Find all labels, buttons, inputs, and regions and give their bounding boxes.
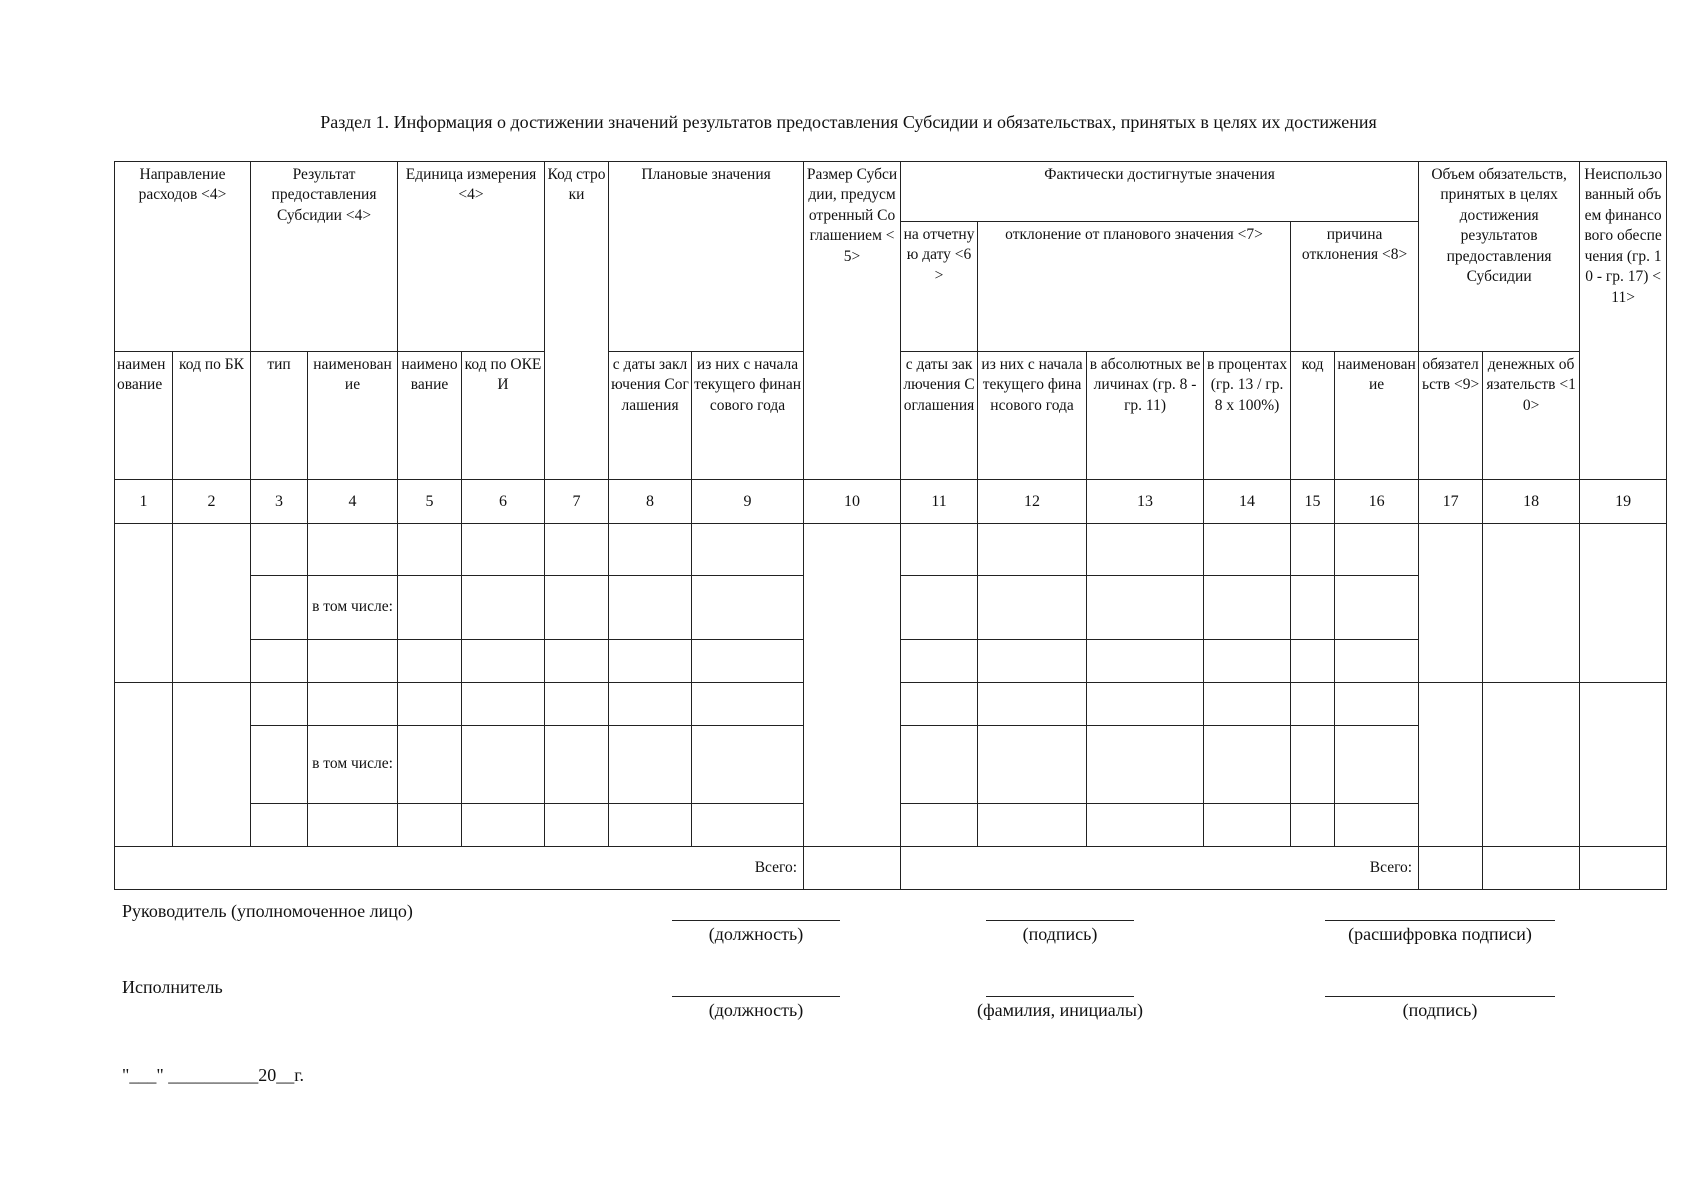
data-cell[interactable] xyxy=(609,524,692,576)
data-cell[interactable] xyxy=(462,576,545,640)
data-cell[interactable] xyxy=(1291,804,1335,847)
col-number: 13 xyxy=(1087,480,1204,524)
header-c3: тип xyxy=(251,352,308,480)
data-cell[interactable] xyxy=(462,804,545,847)
data-cell[interactable] xyxy=(251,804,308,847)
header-fakticheski: Фактически достигнутые значения xyxy=(901,162,1419,222)
header-c2: код по БК xyxy=(173,352,251,480)
date-field[interactable]: "___" __________20__г. xyxy=(122,1065,305,1085)
header-edinica: Единица измерения <4> xyxy=(398,162,545,352)
signature-line[interactable] xyxy=(1325,920,1555,921)
data-cell[interactable] xyxy=(901,640,978,683)
header-c12: из них с начала текущего финансового года xyxy=(978,352,1087,480)
col-number: 6 xyxy=(462,480,545,524)
data-cell[interactable] xyxy=(308,683,398,726)
header-c1: наименование xyxy=(115,352,173,480)
header-c14: в процентах (гр. 13 / гр. 8 x 100%) xyxy=(1204,352,1291,480)
data-cell[interactable] xyxy=(545,524,609,576)
data-cell[interactable] xyxy=(1204,524,1291,576)
total-label: Всего: xyxy=(115,847,804,890)
header-obem: Объем обязательств, принятых в целях достижения результатов предоставления Субсидии xyxy=(1419,162,1580,352)
header-c6: код по ОКЕИ xyxy=(462,352,545,480)
data-cell[interactable] xyxy=(1580,524,1667,683)
total-cell[interactable] xyxy=(804,847,901,890)
data-cell[interactable] xyxy=(308,804,398,847)
data-cell[interactable] xyxy=(545,683,609,726)
data-cell[interactable] xyxy=(251,726,308,804)
data-cell[interactable] xyxy=(251,683,308,726)
caption-dolzhnost: (должность) xyxy=(708,924,804,944)
data-cell[interactable] xyxy=(804,524,901,847)
data-cell[interactable] xyxy=(398,576,462,640)
data-cell[interactable] xyxy=(1335,524,1419,576)
data-cell[interactable] xyxy=(398,683,462,726)
header-kod-stroki: Код строки xyxy=(545,162,609,480)
header-c9: из них с начала текущего финансового года xyxy=(692,352,804,480)
col-number: 17 xyxy=(1419,480,1483,524)
total-cell[interactable] xyxy=(1580,847,1667,890)
header-c4: наименование xyxy=(308,352,398,480)
caption-podpis: (подпись) xyxy=(1402,1000,1478,1020)
header-otklonenie: отклонение от планового значения <7> xyxy=(978,222,1291,352)
data-cell[interactable] xyxy=(978,576,1087,640)
col-number: 8 xyxy=(609,480,692,524)
data-cell[interactable] xyxy=(545,726,609,804)
data-cell[interactable] xyxy=(545,576,609,640)
table-row xyxy=(115,524,1667,576)
data-cell[interactable] xyxy=(609,804,692,847)
header-c11: с даты заключения Соглашения xyxy=(901,352,978,480)
signature-line[interactable] xyxy=(672,996,840,997)
data-cell[interactable] xyxy=(1291,576,1335,640)
rukovoditel-label: Руководитель (уполномоченное лицо) xyxy=(122,901,413,921)
data-cell[interactable] xyxy=(692,804,804,847)
data-cell[interactable] xyxy=(978,726,1087,804)
col-number: 4 xyxy=(308,480,398,524)
col-number: 19 xyxy=(1580,480,1667,524)
data-cell[interactable] xyxy=(1204,804,1291,847)
data-cell[interactable] xyxy=(1204,683,1291,726)
total-label: Всего: xyxy=(901,847,1419,890)
data-cell[interactable] xyxy=(901,683,978,726)
data-cell[interactable] xyxy=(545,804,609,847)
header-c8: с даты заключения Соглашения xyxy=(609,352,692,480)
v-tom-chisle-label: в том числе: xyxy=(308,576,398,640)
data-cell[interactable] xyxy=(692,524,804,576)
col-number: 12 xyxy=(978,480,1087,524)
signature-line[interactable] xyxy=(986,996,1134,997)
data-cell[interactable] xyxy=(1291,683,1335,726)
data-cell[interactable] xyxy=(1291,524,1335,576)
signature-line[interactable] xyxy=(986,920,1134,921)
ispolnitel-label: Исполнитель xyxy=(122,977,223,997)
data-cell[interactable] xyxy=(1087,524,1204,576)
signature-line[interactable] xyxy=(672,920,840,921)
data-cell[interactable] xyxy=(692,576,804,640)
data-cell[interactable] xyxy=(308,640,398,683)
header-na-otchetnuyu: на отчетную дату <6> xyxy=(901,222,978,352)
data-cell[interactable] xyxy=(251,524,308,576)
data-cell[interactable] xyxy=(398,524,462,576)
data-cell[interactable] xyxy=(1204,640,1291,683)
header-c5: наименование xyxy=(398,352,462,480)
header-c18: денежных обязательств <10> xyxy=(1483,352,1580,480)
data-cell[interactable] xyxy=(398,640,462,683)
data-cell[interactable] xyxy=(1483,683,1580,847)
data-cell[interactable] xyxy=(609,640,692,683)
signature-line[interactable] xyxy=(1325,996,1555,997)
col-number: 7 xyxy=(545,480,609,524)
col-number: 15 xyxy=(1291,480,1335,524)
col-number: 16 xyxy=(1335,480,1419,524)
section-title: Раздел 1. Информация о достижении значений результатов предоставления Субсидии и обязательствах, принятых в целях их достижения xyxy=(320,112,1377,132)
data-cell[interactable] xyxy=(978,683,1087,726)
data-cell[interactable] xyxy=(1204,726,1291,804)
data-cell[interactable] xyxy=(692,683,804,726)
data-cell[interactable] xyxy=(609,576,692,640)
data-cell[interactable] xyxy=(398,804,462,847)
data-cell[interactable] xyxy=(609,683,692,726)
caption-podpis: (подпись) xyxy=(1022,924,1098,944)
data-cell[interactable] xyxy=(1087,640,1204,683)
data-cell[interactable] xyxy=(1087,576,1204,640)
col-number: 11 xyxy=(901,480,978,524)
header-c17: обязательств <9> xyxy=(1419,352,1483,480)
data-cell[interactable] xyxy=(545,640,609,683)
data-cell[interactable] xyxy=(901,726,978,804)
data-cell[interactable] xyxy=(692,726,804,804)
header-prichina: причина отклонения <8> xyxy=(1291,222,1419,352)
report-table xyxy=(114,161,1667,890)
data-cell[interactable] xyxy=(692,640,804,683)
header-c15: код xyxy=(1291,352,1335,480)
data-cell[interactable] xyxy=(1580,683,1667,847)
data-cell[interactable] xyxy=(1087,683,1204,726)
data-cell[interactable] xyxy=(1335,683,1419,726)
data-cell[interactable] xyxy=(1419,683,1483,847)
data-cell[interactable] xyxy=(1335,576,1419,640)
data-cell[interactable] xyxy=(308,524,398,576)
data-cell[interactable] xyxy=(173,524,251,683)
data-cell[interactable] xyxy=(115,683,173,847)
data-cell[interactable] xyxy=(115,524,173,683)
header-c13: в абсолютных величинах (гр. 8 - гр. 11) xyxy=(1087,352,1204,480)
header-rezultat: Результат предоставления Субсидии <4> xyxy=(251,162,398,352)
v-tom-chisle-label: в том числе: xyxy=(308,726,398,804)
col-number: 10 xyxy=(804,480,901,524)
data-cell[interactable] xyxy=(901,804,978,847)
data-cell[interactable] xyxy=(251,576,308,640)
data-cell[interactable] xyxy=(462,524,545,576)
total-row xyxy=(115,847,1667,890)
data-cell[interactable] xyxy=(901,524,978,576)
data-cell[interactable] xyxy=(1335,804,1419,847)
data-cell[interactable] xyxy=(901,576,978,640)
header-napravlenie: Направление расходов <4> xyxy=(115,162,251,352)
col-number: 9 xyxy=(692,480,804,524)
data-cell[interactable] xyxy=(173,683,251,847)
header-razmer: Размер Субсидии, предусмотренный Соглашением <5> xyxy=(804,162,901,480)
total-cell[interactable] xyxy=(1419,847,1483,890)
data-cell[interactable] xyxy=(609,726,692,804)
col-number: 14 xyxy=(1204,480,1291,524)
header-planovye: Плановые значения xyxy=(609,162,804,352)
data-cell[interactable] xyxy=(1419,524,1483,683)
data-cell[interactable] xyxy=(978,524,1087,576)
data-cell[interactable] xyxy=(1087,804,1204,847)
col-number: 2 xyxy=(173,480,251,524)
data-cell[interactable] xyxy=(398,726,462,804)
data-cell[interactable] xyxy=(1291,726,1335,804)
data-cell[interactable] xyxy=(978,640,1087,683)
header-neispolzovanny: Неиспользованный объем финансового обеспечения (гр. 10 - гр. 17) <11> xyxy=(1580,162,1667,480)
col-number: 1 xyxy=(115,480,173,524)
data-cell[interactable] xyxy=(1291,640,1335,683)
data-cell[interactable] xyxy=(1483,524,1580,683)
caption-dolzhnost: (должность) xyxy=(708,1000,804,1020)
header-c16: наименование xyxy=(1335,352,1419,480)
data-cell[interactable] xyxy=(462,683,545,726)
data-cell[interactable] xyxy=(1087,726,1204,804)
col-number: 5 xyxy=(398,480,462,524)
data-cell[interactable] xyxy=(462,726,545,804)
caption-familiya: (фамилия, инициалы) xyxy=(977,1000,1143,1020)
data-cell[interactable] xyxy=(1204,576,1291,640)
total-cell[interactable] xyxy=(1483,847,1580,890)
data-cell[interactable] xyxy=(1335,726,1419,804)
data-cell[interactable] xyxy=(251,640,308,683)
caption-rasshifrovka: (расшифровка подписи) xyxy=(1348,924,1532,944)
data-cell[interactable] xyxy=(1335,640,1419,683)
data-cell[interactable] xyxy=(978,804,1087,847)
col-number: 18 xyxy=(1483,480,1580,524)
data-cell[interactable] xyxy=(462,640,545,683)
col-number: 3 xyxy=(251,480,308,524)
